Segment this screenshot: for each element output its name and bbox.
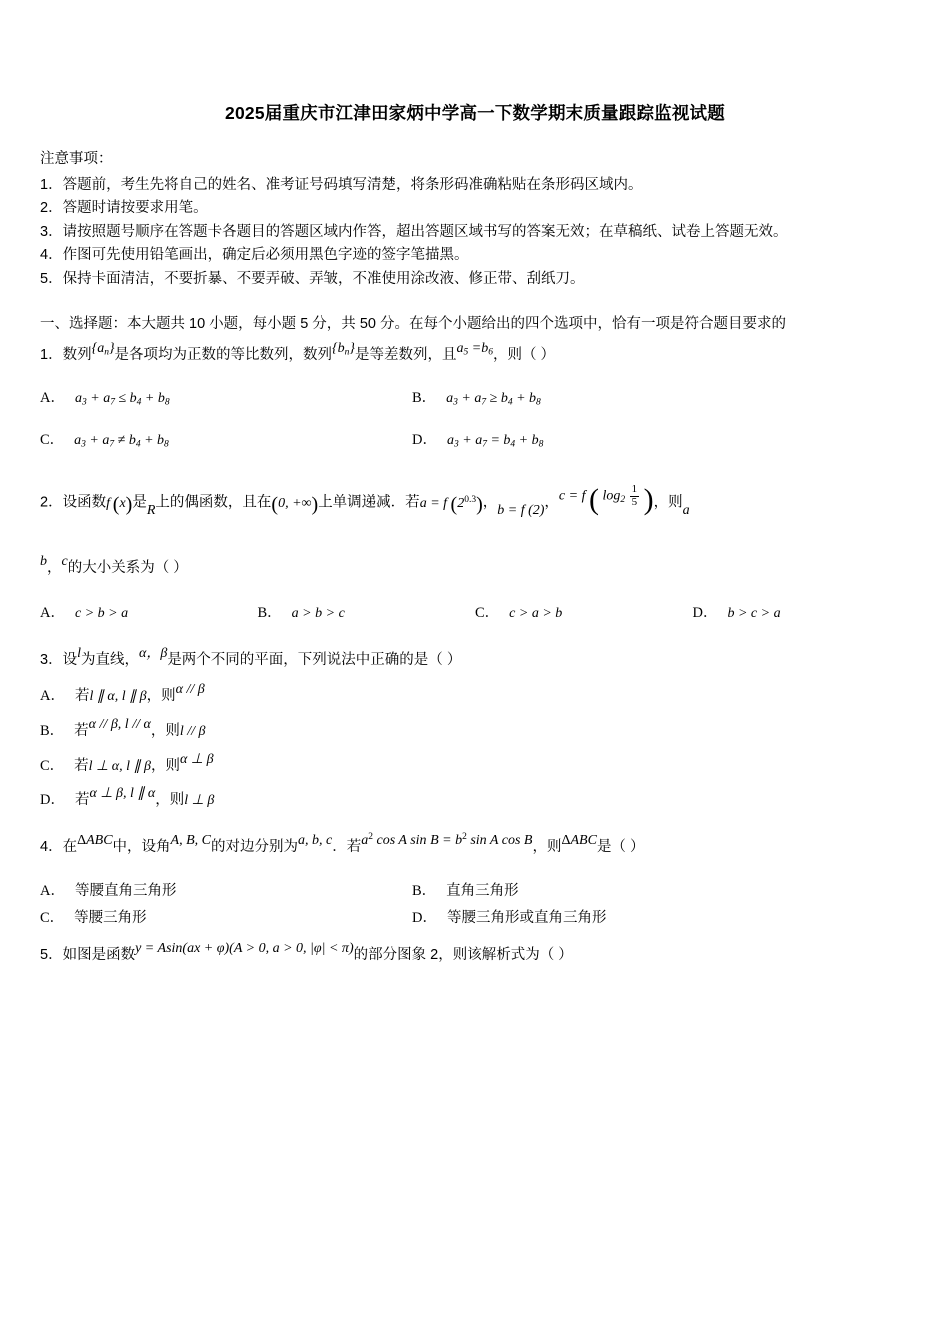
math-cond: α // β, l // α (88, 716, 151, 732)
question-text: 在 (62, 839, 78, 856)
question-2-options (40, 601, 910, 622)
question-text: 是 (132, 494, 147, 511)
option-label: D． (40, 792, 65, 809)
question-text: ， (482, 494, 498, 511)
option-A[interactable] (40, 601, 258, 622)
question-4 (40, 831, 910, 861)
question-3-option-A[interactable] (40, 681, 910, 709)
math-cond: l ∥ α, l ∥ β (89, 688, 147, 704)
question-text: ，则（ ） (492, 346, 555, 363)
math-triangle-abc-2: ΔABC (561, 833, 597, 849)
math-option: $a_3 + a_7 \ne b_4 + b_8$ (74, 432, 169, 450)
notice-item: 1．答题前，考生先将自己的姓名、准考证号码填写清楚，将条形码准确粘贴在条形码区域内。 (40, 177, 643, 193)
math-option: c > b > a (74, 606, 129, 622)
math-option: b > c > a (727, 606, 781, 622)
question-text: 的大小关系为（ ） (67, 559, 188, 576)
option-label: D． (412, 431, 437, 448)
option-value: 等腰三角形或直角三角形 (446, 909, 607, 926)
question-text: 中，设角 (112, 839, 171, 856)
math-option: c > a > b (509, 606, 563, 622)
question-text: 上单调递减．若 (318, 494, 420, 511)
question-4-options-row-2 (40, 906, 910, 927)
math-b-def: b = f (2) (497, 502, 545, 518)
question-text: ， (544, 494, 559, 511)
math-sides: a, b, c (298, 833, 333, 849)
math-option: a > b > c (291, 606, 345, 622)
math-concl: l // β (179, 723, 206, 739)
option-value: 直角三角形 (446, 882, 519, 899)
option-A[interactable] (40, 386, 412, 408)
option-D[interactable] (412, 428, 910, 450)
option-D[interactable] (693, 601, 911, 622)
math-concl: α ⊥ β (180, 751, 214, 767)
math-c: c (61, 553, 68, 569)
question-1-options-row-2 (40, 428, 910, 450)
math-triangle-abc: ΔABC (77, 833, 113, 849)
option-label: B． (412, 882, 437, 899)
question-text: 设 (62, 652, 78, 669)
notice-item: 2．答题时请按要求用笔。 (40, 200, 208, 217)
question-3-option-C[interactable] (40, 751, 910, 779)
question-number: 4． (40, 839, 63, 856)
page-title: 2025届重庆市江津田家炳中学高一下数学期末质量跟踪监视试题 (225, 103, 725, 123)
question-2-cont (40, 553, 910, 582)
option-label: D． (692, 605, 718, 622)
math-option: $a_3 + a_7 = b_4 + b_8$ (446, 432, 544, 450)
question-text: 是（ ） (596, 839, 645, 856)
option-label: C． (475, 605, 500, 622)
question-1 (40, 340, 910, 369)
option-B[interactable] (412, 879, 910, 900)
question-3-option-B[interactable] (40, 716, 910, 744)
option-A[interactable] (40, 879, 412, 900)
notice-item: 5．保持卡面清洁，不要折暴、不要弄破、弄皱，不准使用涂改液、修正带、刮纸刀。 (40, 270, 585, 287)
question-2 (40, 481, 910, 534)
math-interval: (0, +∞) (271, 493, 319, 516)
option-mid: ，则 (155, 792, 185, 809)
question-text: 的对边分别为 (211, 839, 299, 856)
question-text: 数列 (62, 346, 92, 363)
math-function: y = Asin(ax + φ)(A > 0, a > 0, |φ| < π) (135, 940, 354, 956)
math-c-def: c = f ( $\log_2$ $\frac{1}{5}$ ) (558, 483, 654, 517)
question-text: 是两个不同的平面，下列说法中正确的是（ ） (167, 652, 462, 669)
question-text: ， (47, 559, 62, 576)
option-label: A． (40, 882, 65, 899)
math-concl: α // β (175, 681, 205, 697)
option-label: D． (412, 909, 437, 926)
option-label: B． (40, 722, 65, 739)
math-condition: $a^2$ cos A $\sin B = b^2$ sin A cos B (361, 831, 533, 849)
question-1-options-row-1 (40, 386, 910, 408)
math-fx: f (x) (106, 493, 133, 516)
math-option: $a_3 + a_7 \ge b_4 + b_8$ (446, 391, 541, 408)
question-text: ，则 (653, 494, 683, 511)
math-bn: $\{b_n\}$ (332, 340, 356, 358)
option-label: A． (40, 390, 65, 407)
option-C[interactable] (40, 906, 412, 927)
question-number: 1． (40, 346, 63, 363)
question-text: 上的偶函数，且在 (155, 494, 272, 511)
option-value: 等腰直角三角形 (74, 882, 177, 899)
option-mid: ，则 (150, 722, 180, 739)
option-D[interactable] (412, 906, 910, 927)
option-prefix: 若 (74, 687, 90, 704)
option-label: B． (257, 605, 282, 622)
math-a5-b6: $a_5 =b_6$ (456, 340, 493, 358)
math-b: b (40, 553, 47, 569)
notice-heading: 注意事项： (40, 151, 113, 167)
option-label: B． (412, 390, 437, 407)
option-label: A． (40, 687, 65, 704)
question-5 (40, 940, 910, 969)
math-R: R (146, 502, 156, 518)
question-number: 2． (40, 494, 63, 511)
question-number: 3． (40, 652, 63, 669)
math-concl: l ⊥ β (184, 793, 215, 809)
math-alpha-beta: α，β (138, 646, 168, 662)
question-4-options-row-1 (40, 879, 910, 900)
option-prefix: 若 (74, 792, 90, 809)
option-C[interactable] (40, 428, 412, 450)
question-text: 是等差数列，且 (355, 346, 457, 363)
option-mid: ，则 (146, 687, 176, 704)
question-text: 设函数 (62, 494, 107, 511)
math-option: $a_3 + a_7 \le b_4 + b_8$ (74, 391, 170, 408)
math-a: a (682, 502, 690, 518)
notice-item: 4．作图可先使用铅笔画出，确定后必须用黑色字迹的签字笔描黑。 (40, 247, 469, 264)
option-label: C． (40, 909, 65, 926)
math-cond: l ⊥ α, l ∥ β (88, 758, 151, 774)
question-text: 如图是函数 (62, 946, 136, 963)
math-l: l (77, 646, 81, 662)
question-text: ．若 (332, 839, 362, 856)
notice-list (40, 174, 910, 291)
question-3-option-D[interactable] (40, 788, 910, 813)
question-text: 是各项均为正数的等比数列，数列 (114, 346, 333, 363)
option-C[interactable] (475, 601, 693, 622)
question-text: ，则 (532, 839, 562, 856)
notice-item: 3．请按照题号顺序在答题卡各题目的答题区域内作答，超出答题区域书写的答案无效；在草稿纸、试卷上答题无效。 (40, 223, 788, 240)
question-3 (40, 648, 910, 674)
math-a-def: a = f $(2^{0.3})$ (419, 493, 483, 516)
option-label: C． (40, 431, 65, 448)
math-an: $\{a_n\}$ (91, 340, 115, 358)
option-value: 等腰三角形 (74, 909, 147, 926)
option-label: C． (40, 757, 65, 774)
math-cond: α ⊥ β, l ∥ α (89, 786, 156, 802)
question-text: 的部分图象 2，则该解析式为（ ） (353, 946, 573, 963)
math-angles: A, B, C (170, 833, 212, 849)
option-B[interactable] (412, 386, 910, 408)
option-prefix: 若 (74, 722, 89, 739)
option-mid: ，则 (151, 757, 180, 774)
question-number: 5． (40, 946, 63, 963)
option-prefix: 若 (74, 757, 89, 774)
option-label: A． (40, 605, 65, 622)
option-B[interactable] (258, 601, 476, 622)
section-heading: 一、选择题：本大题共 10 小题，每小题 5 分，共 50 分。在每个小题给出的四个选项中，恰有一项是符合题目要求的 (40, 316, 786, 333)
question-text: 为直线， (80, 652, 139, 669)
